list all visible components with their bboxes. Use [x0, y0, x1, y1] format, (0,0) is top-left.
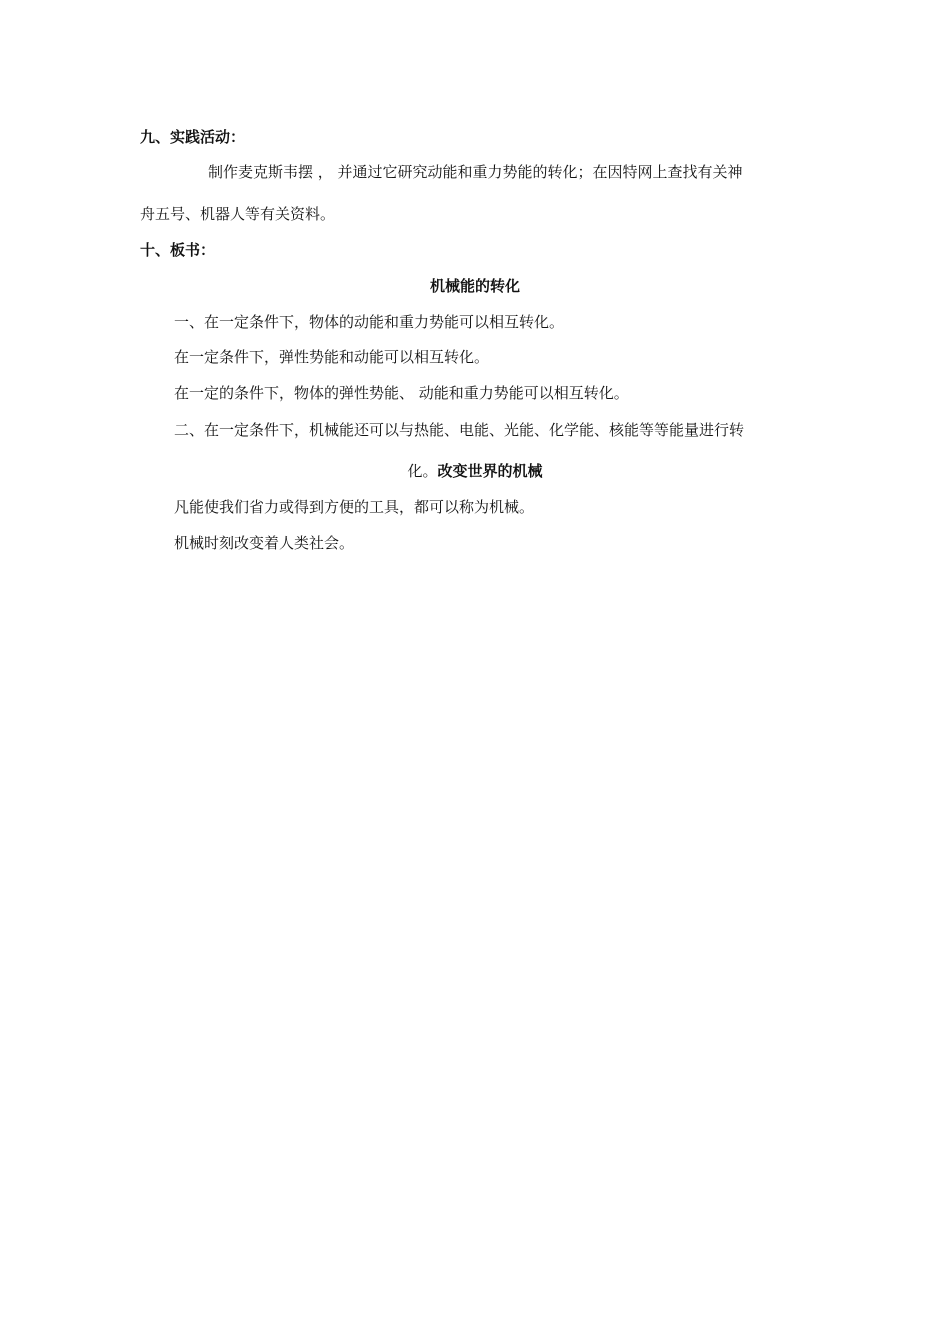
board-item-3: 在一定的条件下，物体的弹性势能、 动能和重力势能可以相互转化。	[174, 384, 629, 402]
board-item-2: 在一定条件下，弹性势能和动能可以相互转化。	[174, 348, 490, 366]
board-item-4-continuation: 化。	[407, 462, 438, 480]
board-wrap-line	[0, 461, 950, 481]
board-item-4: 二、在一定条件下，机械能还可以与热能、电能、光能、化学能、核能等等能量进行转	[174, 421, 745, 439]
practice-paragraph-line-1: 制作麦克斯韦摆 ， 并通过它研究动能和重力势能的转化；在因特网上查找有关神	[208, 163, 743, 181]
board-item-1: 一、在一定条件下，物体的动能和重力势能可以相互转化。	[174, 313, 565, 331]
section-heading-board: 十、板书：	[140, 241, 216, 259]
board-subtitle: 改变世界的机械	[437, 462, 543, 480]
board-title: 机械能的转化	[429, 277, 520, 295]
closing-line-2: 机械时刻改变着人类社会。	[174, 534, 355, 552]
section-heading-practice: 九、实践活动：	[140, 128, 246, 146]
practice-paragraph-line-2: 舟五号、机器人等有关资料。	[140, 205, 336, 223]
closing-line-1: 凡能使我们省力或得到方便的工具，都可以称为机械。	[174, 498, 535, 516]
